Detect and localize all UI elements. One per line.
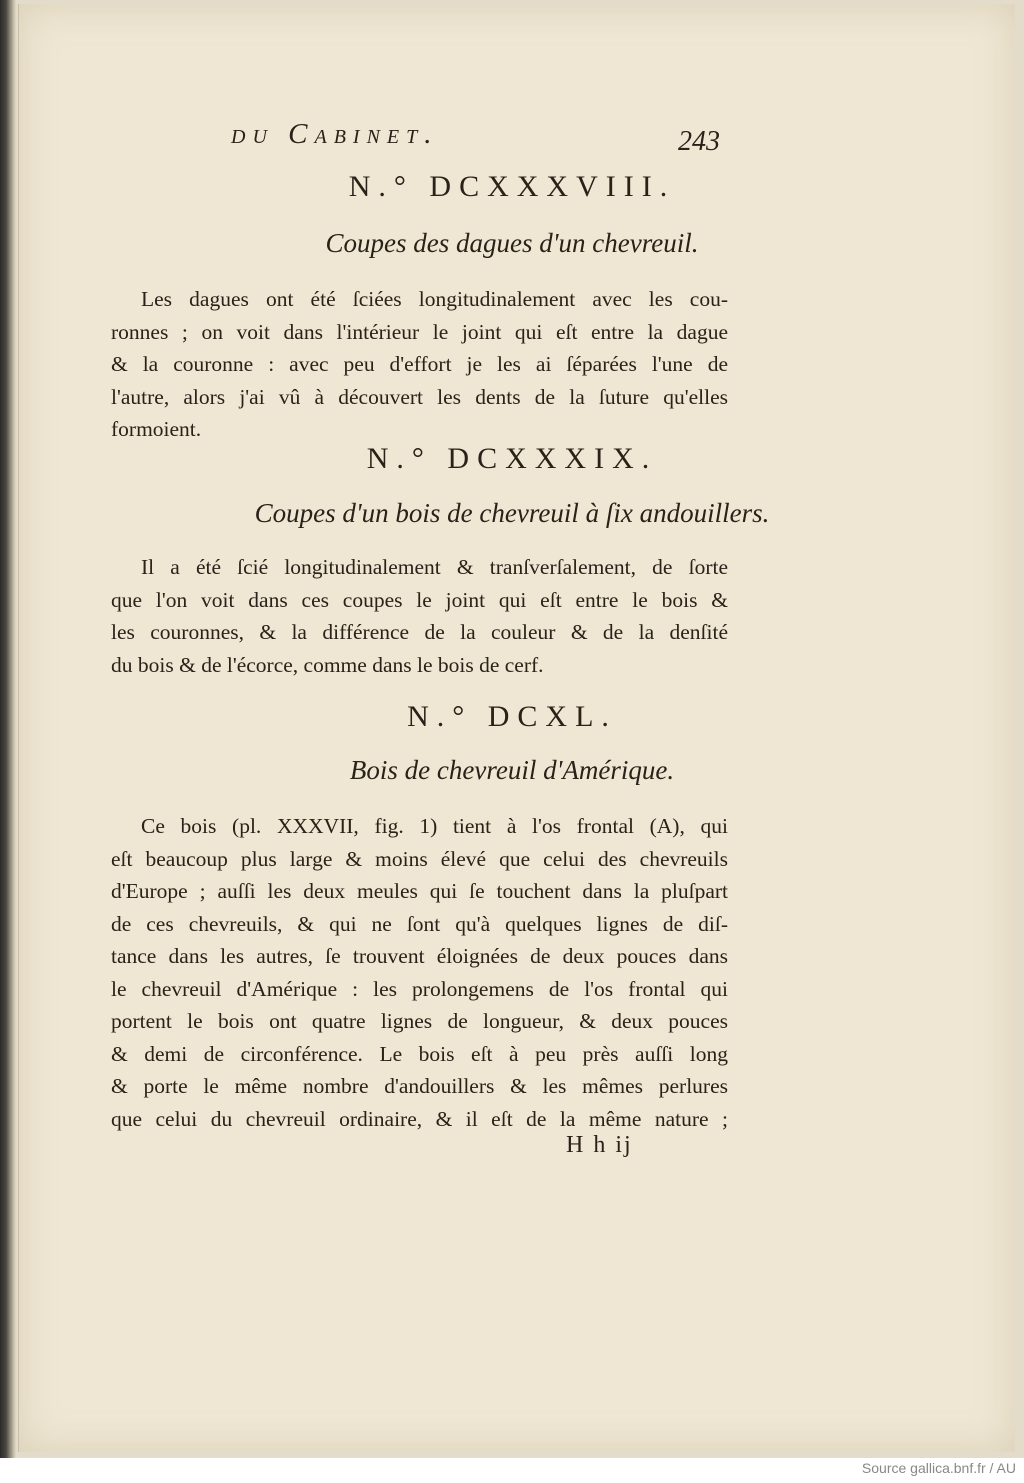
text-line: portent le bois ont quatre lignes de longueur, & deux pouces [111,1009,728,1033]
text-line: & la couronne : avec peu d'effort je les ai ſéparées l'une de [111,352,728,376]
text-line: formoient. [111,417,202,441]
text-line: de ces chevreuils, & qui ne ſont qu'à quelques lignes de diſ- [111,911,728,936]
text-line: tance dans les autres, ſe trouvent éloignées de deux pouces dans [111,944,728,968]
source-credit: Source gallica.bnf.fr / AU [861,1460,1016,1476]
text-line: ronnes ; on voit dans l'intérieur le joint qui eſt entre la dague [111,319,728,344]
text-line: eſt beaucoup plus large & moins élevé que celui des chevreuils [111,846,728,871]
entry-paragraph [111,810,728,1135]
text-line: Il a été ſcié longitudinalement & tranſverſalement, de ſorte [141,555,728,579]
entry-number: N.° DCXXXVIII. [348,170,676,203]
text-line: & porte le même nombre d'andouillers & les mêmes perlures [111,1074,728,1098]
entry-number: N.° DCXL. [407,700,617,733]
signature-mark: H h ij [566,1132,633,1158]
text-line: du bois & de l'écorce, comme dans le bois de cerf. [111,652,544,677]
text-line: le chevreuil d'Amérique : les prolongemens de l'os frontal qui [111,976,728,1001]
text-line: l'autre, alors j'ai vû à découvert les dents de la ſuture qu'elles [111,384,728,409]
text-line: que celui du chevreuil ordinaire, & il eſt de la même nature ; [111,1106,728,1131]
text-line: d'Europe ; auſſi les deux meules qui ſe touchent dans la pluſpart [111,879,728,903]
entry-title: Coupes d'un bois de chevreuil à ſix andouillers. [254,498,770,528]
entry-paragraph [111,551,728,681]
entry-title: Coupes des dagues d'un chevreuil. [325,228,699,258]
text-line: Ce bois (pl. XXXVII, fig. 1) tient à l'os frontal (A), qui [141,814,728,838]
page-number: 243 [678,126,720,157]
text-line: les couronnes, & la différence de la couleur & de la denſité [111,620,728,644]
entry-number: N.° DCXXXIX. [366,442,658,475]
text-line: Les dagues ont été ſciées longitudinalement avec les cou- [141,287,728,311]
text-line: & demi de circonférence. Le bois eſt à peu près auſſi long [111,1041,728,1066]
entry-paragraph [111,283,728,446]
entry-title: Bois de chevreuil d'Amérique. [349,755,675,785]
text-line: que l'on voit dans ces coupes le joint qui eſt entre le bois & [111,587,728,612]
running-head: du Cabinet. [231,118,439,150]
